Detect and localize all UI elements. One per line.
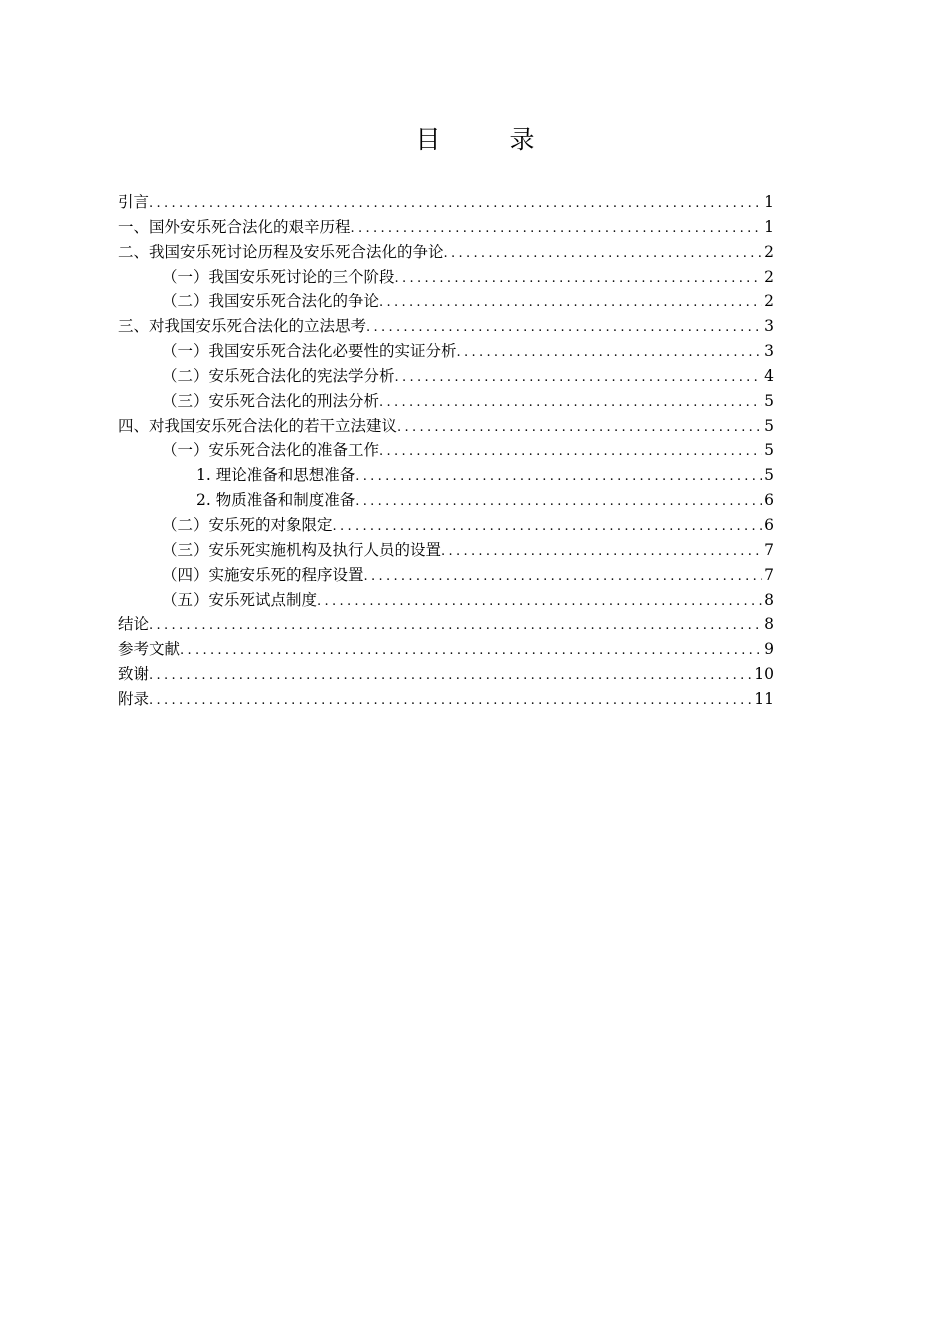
toc-dot-leader bbox=[379, 391, 762, 416]
toc-dot-leader bbox=[149, 614, 762, 639]
toc-entry[interactable] bbox=[118, 190, 774, 215]
toc-entry-label: （一）我国安乐死合法化必要性的实证分析 bbox=[162, 342, 457, 361]
toc-dot-leader bbox=[379, 291, 762, 316]
toc-entry-label: （三）安乐死合法化的刑法分析 bbox=[162, 391, 380, 410]
toc-entry[interactable] bbox=[118, 389, 774, 414]
toc-entry-label: （二）安乐死合法化的宪法学分析 bbox=[162, 366, 395, 385]
toc-dot-leader bbox=[149, 664, 752, 689]
toc-entry[interactable] bbox=[118, 463, 774, 488]
toc-dot-leader bbox=[180, 639, 762, 664]
toc-dot-leader bbox=[149, 689, 752, 714]
toc-dot-leader bbox=[364, 565, 763, 590]
toc-dot-leader bbox=[333, 515, 763, 540]
toc-dot-leader bbox=[379, 440, 762, 465]
toc-entry-label: 结论 bbox=[118, 615, 150, 634]
toc-entry[interactable] bbox=[118, 662, 774, 687]
toc-entry[interactable] bbox=[118, 364, 774, 389]
toc-entry-page-number: 7 bbox=[764, 540, 774, 559]
toc-dot-leader bbox=[317, 590, 762, 615]
toc-entry-page-number: 1 bbox=[764, 217, 774, 236]
toc-entry[interactable] bbox=[118, 687, 774, 712]
toc-entry-page-number: 3 bbox=[764, 342, 774, 361]
toc-entry-page-number: 3 bbox=[764, 317, 774, 336]
toc-dot-leader bbox=[149, 192, 762, 217]
toc-entry[interactable] bbox=[118, 215, 774, 240]
toc-entry[interactable] bbox=[118, 538, 774, 563]
toc-entry-label: （五）安乐死试点制度 bbox=[162, 590, 318, 609]
toc-dot-leader bbox=[355, 465, 762, 490]
toc-entry-label: 1. 理论准备和思想准备 bbox=[196, 466, 356, 485]
toc-dot-leader bbox=[355, 490, 762, 515]
toc-entry-label: （三）安乐死实施机构及执行人员的设置 bbox=[162, 540, 442, 559]
toc-entry-page-number: 8 bbox=[764, 590, 774, 609]
toc-entry-page-number: 4 bbox=[764, 366, 774, 385]
toc-entry-label: （一）安乐死合法化的准备工作 bbox=[162, 441, 380, 460]
toc-entry[interactable] bbox=[118, 488, 774, 513]
toc-entry-page-number: 5 bbox=[764, 391, 774, 410]
toc-entry[interactable] bbox=[118, 414, 774, 439]
toc-entry-page-number: 2 bbox=[764, 242, 774, 261]
toc-entry-label: 附录 bbox=[118, 689, 150, 708]
toc-entry-page-number: 2 bbox=[764, 267, 774, 286]
toc-entry-page-number: 6 bbox=[764, 515, 774, 534]
toc-dot-leader bbox=[397, 416, 762, 441]
toc-dot-leader bbox=[395, 366, 763, 391]
toc-entry[interactable] bbox=[118, 314, 774, 339]
toc-entry[interactable] bbox=[118, 339, 774, 364]
toc-entry[interactable] bbox=[118, 240, 774, 265]
toc-entry[interactable] bbox=[118, 637, 774, 662]
toc-entry-page-number: 10 bbox=[754, 665, 774, 684]
toc-entry-label: 三、对我国安乐死合法化的立法思考 bbox=[118, 317, 367, 336]
toc-entry-label: 一、国外安乐死合法化的艰辛历程 bbox=[118, 217, 351, 236]
page-title: 目 录 bbox=[415, 125, 557, 154]
toc-entry-page-number: 8 bbox=[764, 615, 774, 634]
toc-dot-leader bbox=[444, 242, 763, 267]
toc-entry-label: 二、我国安乐死讨论历程及安乐死合法化的争论 bbox=[118, 242, 444, 261]
toc-entry-label: 四、对我国安乐死合法化的若干立法建议 bbox=[118, 416, 398, 435]
toc-entry[interactable] bbox=[118, 563, 774, 588]
toc-dot-leader bbox=[366, 316, 762, 341]
toc-dot-leader bbox=[395, 267, 763, 292]
toc-entry-label: （一）我国安乐死讨论的三个阶段 bbox=[162, 267, 395, 286]
toc-entry[interactable] bbox=[118, 265, 774, 290]
toc-entry-page-number: 2 bbox=[764, 292, 774, 311]
toc-entry-page-number: 6 bbox=[764, 491, 774, 510]
toc-entry[interactable] bbox=[118, 289, 774, 314]
toc-entry-label: 参考文献 bbox=[118, 640, 181, 659]
toc-entry-label: 致谢 bbox=[118, 665, 150, 684]
toc-dot-leader bbox=[351, 217, 763, 242]
toc-entry[interactable] bbox=[118, 612, 774, 637]
toc-entry-label: 引言 bbox=[118, 193, 150, 211]
toc-entry-page-number: 5 bbox=[764, 441, 774, 460]
toc-dot-leader bbox=[457, 341, 763, 366]
toc-entry-page-number: 1 bbox=[764, 193, 774, 211]
toc-entry-page-number: 7 bbox=[764, 565, 774, 584]
toc-dot-leader bbox=[441, 540, 762, 565]
toc-entry-page-number: 11 bbox=[754, 689, 774, 708]
table-of-contents bbox=[118, 190, 774, 712]
toc-entry-label: （四）实施安乐死的程序设置 bbox=[162, 565, 364, 584]
toc-entry-label: （二）我国安乐死合法化的争论 bbox=[162, 292, 380, 311]
toc-entry[interactable] bbox=[118, 438, 774, 463]
toc-entry[interactable] bbox=[118, 513, 774, 538]
toc-entry[interactable] bbox=[118, 588, 774, 613]
toc-entry-page-number: 9 bbox=[764, 640, 774, 659]
toc-entry-page-number: 5 bbox=[764, 466, 774, 485]
toc-entry-page-number: 5 bbox=[764, 416, 774, 435]
toc-entry-label: （二）安乐死的对象限定 bbox=[162, 515, 333, 534]
toc-entry-label: 2. 物质准备和制度准备 bbox=[196, 491, 356, 510]
